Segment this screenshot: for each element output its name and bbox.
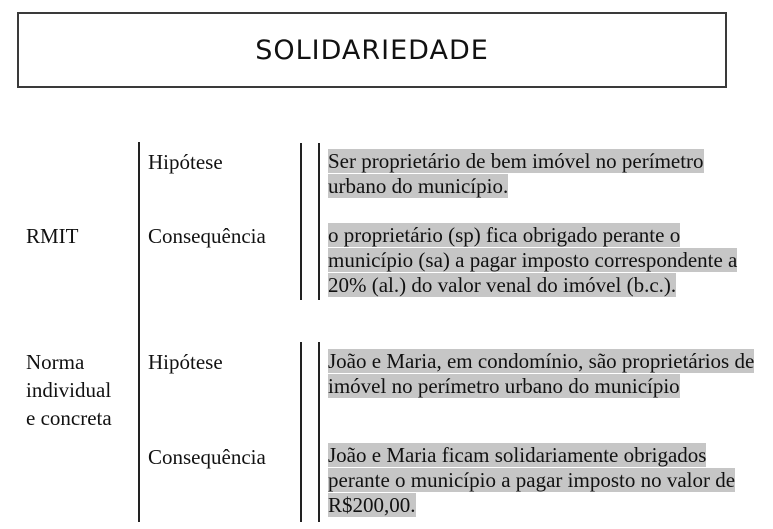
rmit-consequence-text — [328, 223, 758, 298]
norma-consequence-highlight: João e Maria ficam solidariamente obrigados perante o município a pagar imposto no valor de R$200,00. — [328, 443, 736, 517]
rmit-consequence-highlight: o proprietário (sp) fica obrigado perante o município (sa) a pagar imposto correspondente a 20% (al.) do valor venal do imóvel (b.c.). — [328, 223, 738, 297]
rmit-divider-a — [300, 143, 302, 300]
norma-hypothesis-highlight: João e Maria, em condomínio, são proprietários de imóvel no perímetro urbano do município — [328, 349, 755, 398]
norma-hypothesis-text — [328, 349, 768, 399]
page-title: SOLIDARIEDADE — [255, 34, 489, 66]
title-box — [17, 12, 727, 88]
norma-label-line-3: e concreta — [26, 406, 112, 430]
rmit-hypothesis-highlight: Ser proprietário de bem imóvel no perímetro urbano do município. — [328, 149, 704, 198]
rmit-divider-b — [318, 143, 320, 300]
rmit-consequence-label: Consequência — [148, 224, 266, 248]
rmit-hypothesis-text — [328, 149, 728, 199]
norma-divider-a — [300, 342, 302, 522]
rmit-label: RMIT — [26, 224, 79, 248]
rmit-hypothesis-label: Hipótese — [148, 150, 223, 174]
norma-label-line-1: Norma — [26, 350, 85, 374]
left-divider — [138, 142, 140, 522]
norma-consequence-label: Consequência — [148, 445, 266, 469]
norma-consequence-text — [328, 443, 753, 518]
norma-hypothesis-label: Hipótese — [148, 350, 223, 374]
norma-label-line-2: individual — [26, 378, 112, 402]
norma-divider-b — [318, 342, 320, 522]
